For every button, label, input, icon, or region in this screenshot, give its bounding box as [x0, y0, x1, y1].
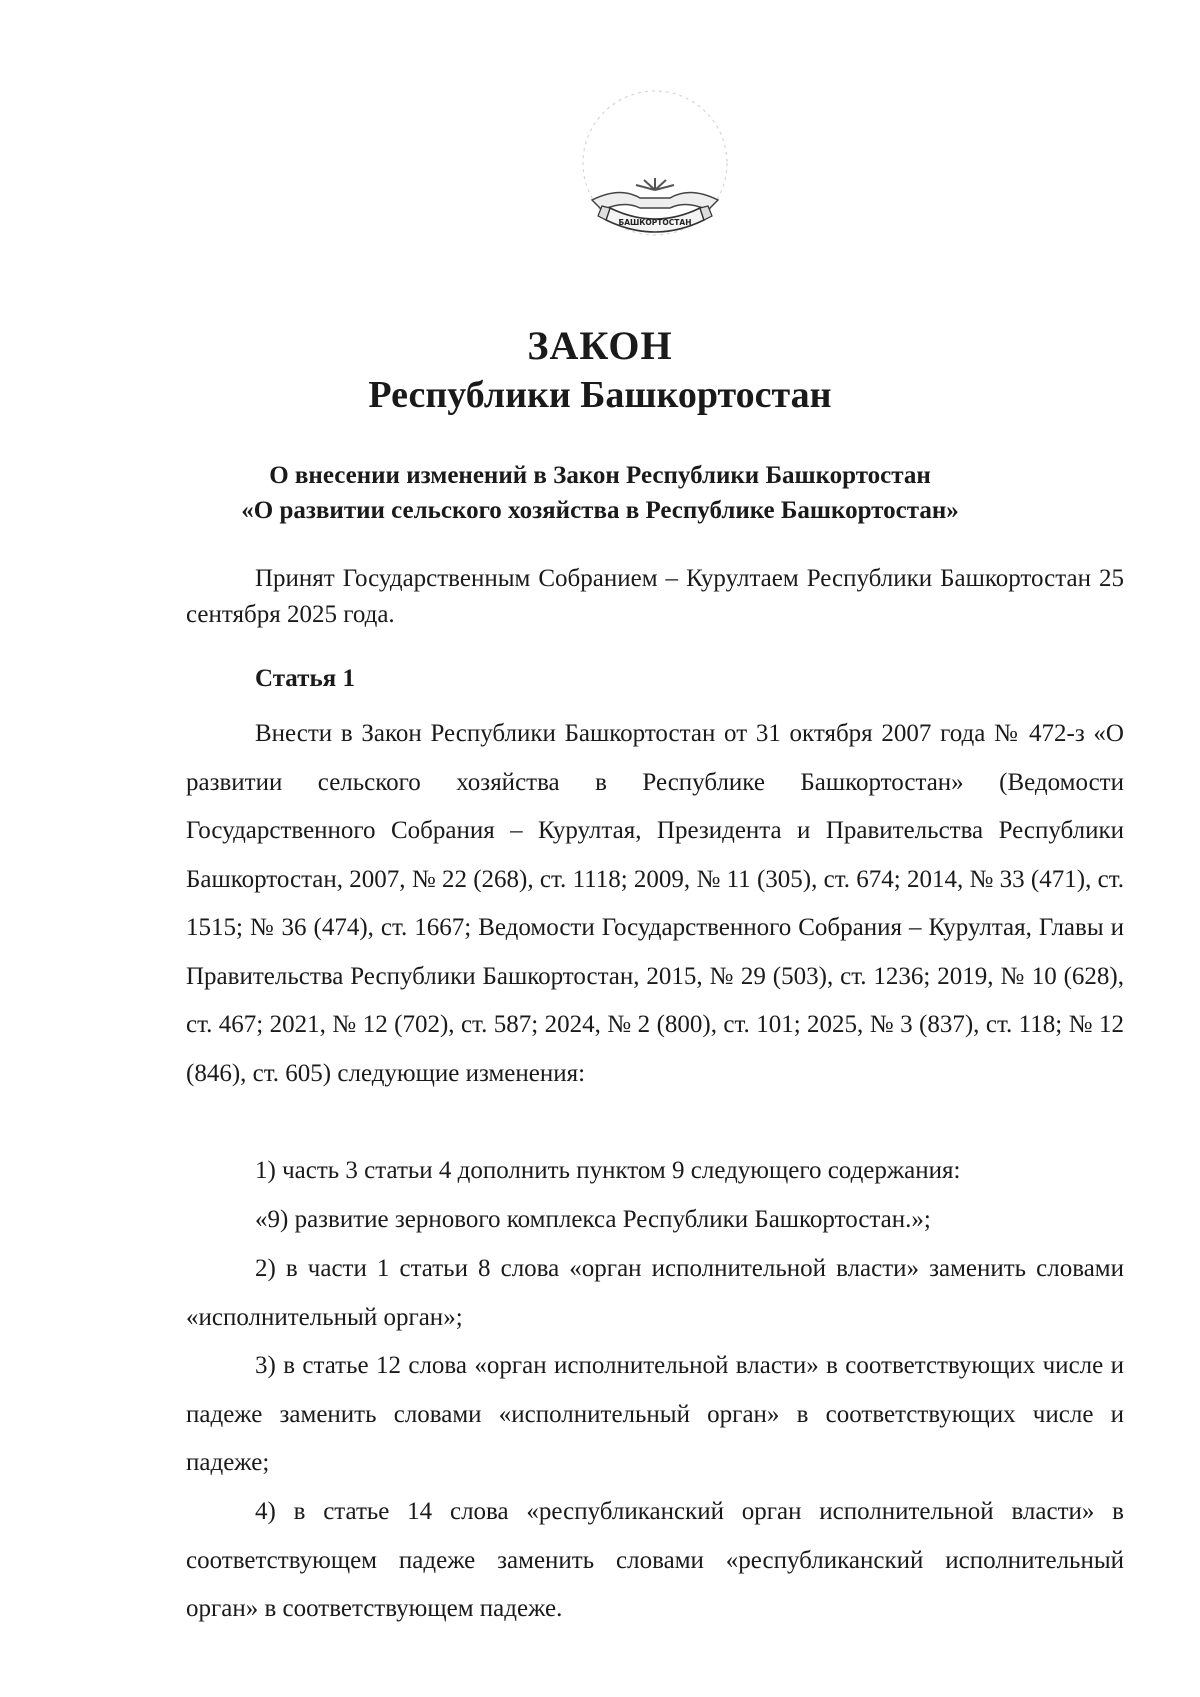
- document-type-title: ЗАКОН: [527, 323, 673, 368]
- law-title-line-2: «О развитии сельского хозяйства в Республике Башкортостан»: [241, 497, 959, 524]
- issuer-title: Республики Башкортостан: [368, 374, 832, 416]
- amendment-item-1-text: «9) развитие зернового комплекса Республики Башкортостан.»;: [255, 1206, 931, 1233]
- law-title-line-1: О внесении изменений в Закон Республики Башкортостан: [269, 462, 931, 489]
- article-title: Статья 1: [255, 665, 355, 692]
- article-intro-paragraph: Внести в Закон Республики Башкортостан от 31 октября 2007 года № 472-з «О развитии сельского хозяйства в Республике Башкортостан» (Ведомости Государственного Собрания – Курултая, Президента и Правительства Республики Башкортостан, 2007, № 22 (268), ст. 1118; 2009, № 11 (305), ст. 674; 2014, № 33 (471), ст. 1515; № 36 (474), ст. 1667; Ведомости Государственного Собрания – Курултая, Главы и Правительства Республики Башкортостан, 2015, № 29 (503), ст. 1236; 2019, № 10 (628), ст. 467; 2021, № 12 (702), ст. 587; 2024, № 2 (800), ст. 101; 2025, № 3 (837), ст. 118; № 12 (846), ст. 605) следующие изменения:: [186, 720, 1124, 1087]
- coat-of-arms-icon: [570, 78, 740, 268]
- amendment-item-3: 3) в статье 12 слова «орган исполнительной власти» в соответствующих числе и падеже заменить словами «исполнительный орган» в соответствующих числе и падеже;: [186, 1352, 1124, 1476]
- svg-text:БАШКОРТОСТАН: БАШКОРТОСТАН: [618, 218, 692, 227]
- amendment-item-4: 4) в статье 14 слова «республиканский орган исполнительной власти» в соответствующем падеже заменить словами «республиканский исполнительный орган» в соответствующем падеже.: [186, 1498, 1124, 1622]
- amendment-item-1: 1) часть 3 статьи 4 дополнить пунктом 9 следующего содержания:: [255, 1157, 961, 1184]
- amendment-item-2: 2) в части 1 статьи 8 слова «орган исполнительной власти» заменить словами «исполнительный орган»;: [186, 1255, 1124, 1331]
- adoption-statement: Принят Государственным Собранием – Курултаем Республики Башкортостан 25 сентября 2025 года.: [186, 565, 1124, 628]
